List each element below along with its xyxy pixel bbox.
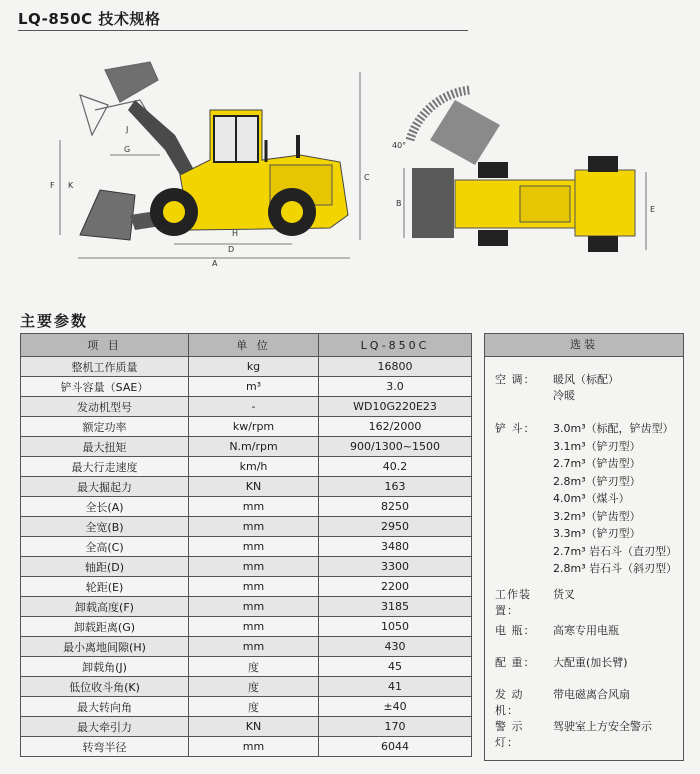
header-unit: 单 位 xyxy=(189,334,319,357)
spec-table-body xyxy=(21,357,472,757)
spec-value: 6044 xyxy=(319,737,472,757)
title-divider xyxy=(18,30,468,31)
spec-unit: 度 xyxy=(189,697,319,717)
spec-value: 16800 xyxy=(319,357,472,377)
spec-item: 额定功率 xyxy=(21,417,189,437)
option-battery-value: 高寒专用电瓶 xyxy=(553,624,619,637)
dim-label-c: C xyxy=(364,173,370,182)
option-bucket-value: 4.0m³（煤斗） xyxy=(553,492,630,505)
spec-value: 3185 xyxy=(319,597,472,617)
option-bucket-value: 2.7m³ 岩石斗（直刃型） xyxy=(553,544,678,558)
option-ac xyxy=(495,371,551,387)
spec-table xyxy=(20,333,472,757)
spec-item: 卸载高度(F) xyxy=(21,597,189,617)
spec-item: 最大行走速度 xyxy=(21,457,189,477)
spec-row xyxy=(21,697,472,717)
spec-unit: mm xyxy=(189,497,319,517)
dim-label-a: A xyxy=(212,259,218,268)
spec-item: 最大牵引力 xyxy=(21,717,189,737)
option-ac-value-2: 冷暖 xyxy=(553,389,575,402)
spec-row xyxy=(21,537,472,557)
spec-item: 最小离地间隙(H) xyxy=(21,637,189,657)
spec-header-row xyxy=(21,334,472,357)
spec-value: 41 xyxy=(319,677,472,697)
option-warning-value: 驾驶室上方安全警示 xyxy=(553,720,652,733)
spec-unit: 度 xyxy=(189,657,319,677)
option-battery-label: 电 瓶： xyxy=(495,624,536,637)
spec-item: 发动机型号 xyxy=(21,397,189,417)
spec-value: 170 xyxy=(319,717,472,737)
spec-row xyxy=(21,477,472,497)
spec-item: 卸载角(J) xyxy=(21,657,189,677)
option-bucket-value: 3.2m³（铲齿型） xyxy=(553,509,641,523)
spec-value: 3480 xyxy=(319,537,472,557)
spec-item: 全宽(B) xyxy=(21,517,189,537)
angle-label: 40° xyxy=(392,141,407,150)
dim-label-j: J xyxy=(126,125,129,134)
spec-unit: KN xyxy=(189,477,319,497)
spec-unit: kg xyxy=(189,357,319,377)
spec-value: 1050 xyxy=(319,617,472,637)
spec-value: WD10G220E23 xyxy=(319,397,472,417)
option-engine-value: 带电磁离合风扇 xyxy=(553,688,630,701)
spec-row xyxy=(21,437,472,457)
option-counterweight-label: 配 重： xyxy=(495,656,536,669)
spec-row xyxy=(21,397,472,417)
spec-row xyxy=(21,357,472,377)
option-warning xyxy=(495,718,551,750)
spec-item: 最大掘起力 xyxy=(21,477,189,497)
spec-value: 45 xyxy=(319,657,472,677)
option-warning-label: 警 示 灯： xyxy=(495,720,524,749)
option-bucket-value: 3.0m³（标配，铲齿型） xyxy=(553,422,674,435)
spec-row xyxy=(21,717,472,737)
option-counterweight-value: 大配重(加长臂) xyxy=(553,656,628,669)
page-title: LQ-850C 技术规格 xyxy=(18,10,161,28)
option-device-value: 货叉 xyxy=(553,588,575,601)
spec-item: 整机工作质量 xyxy=(21,357,189,377)
option-bucket xyxy=(495,420,551,436)
dim-label-f: F xyxy=(50,181,55,190)
spec-value: 163 xyxy=(319,477,472,497)
spec-item: 低位收斗角(K) xyxy=(21,677,189,697)
dim-label-k: K xyxy=(68,181,74,190)
spec-row xyxy=(21,557,472,577)
option-bucket-value: 2.8m³ 岩石斗（斜刃型） xyxy=(553,562,678,575)
option-device xyxy=(495,586,551,618)
spec-item: 轮距(E) xyxy=(21,577,189,597)
spec-unit: N.m/rpm xyxy=(189,437,319,457)
header-item: 项 目 xyxy=(21,334,189,357)
option-engine xyxy=(495,686,551,718)
header-model: LQ-850C xyxy=(319,334,472,357)
option-engine-label: 发 动 机： xyxy=(495,688,524,717)
dim-label-d: D xyxy=(228,245,235,254)
dim-label-h: H xyxy=(232,229,239,238)
spec-row xyxy=(21,637,472,657)
spec-row xyxy=(21,517,472,537)
spec-unit: mm xyxy=(189,597,319,617)
section-title-main-params: 主要参数 xyxy=(20,312,89,330)
spec-value: ±40 xyxy=(319,697,472,717)
spec-row xyxy=(21,577,472,597)
option-bucket-value: 3.1m³（铲刃型） xyxy=(553,439,641,453)
spec-value: 3.0 xyxy=(319,377,472,397)
spec-unit: mm xyxy=(189,537,319,557)
spec-value: 2950 xyxy=(319,517,472,537)
spec-item: 转弯半径 xyxy=(21,737,189,757)
spec-row xyxy=(21,457,472,477)
spec-unit: m³ xyxy=(189,377,319,397)
option-ac-value-1: 暖风（标配） xyxy=(553,373,619,386)
spec-row xyxy=(21,417,472,437)
spec-item: 卸载距离(G) xyxy=(21,617,189,637)
spec-unit: mm xyxy=(189,577,319,597)
loader-top-view xyxy=(392,90,655,252)
spec-row xyxy=(21,597,472,617)
option-bucket-value: 2.8m³（铲刃型） xyxy=(553,474,641,488)
option-battery xyxy=(495,622,551,638)
spec-row xyxy=(21,377,472,397)
spec-item: 全长(A) xyxy=(21,497,189,517)
loader-drawings xyxy=(0,40,700,310)
spec-row xyxy=(21,497,472,517)
spec-row xyxy=(21,617,472,637)
option-bucket-value: 2.7m³（铲齿型） xyxy=(553,457,641,470)
spec-row xyxy=(21,737,472,757)
spec-value: 430 xyxy=(319,637,472,657)
spec-value: 2200 xyxy=(319,577,472,597)
spec-row xyxy=(21,657,472,677)
option-ac-label: 空 调： xyxy=(495,373,536,386)
spec-value: 162/2000 xyxy=(319,417,472,437)
spec-item: 最大转向角 xyxy=(21,697,189,717)
spec-value: 3300 xyxy=(319,557,472,577)
spec-item: 铲斗容量（SAE） xyxy=(21,377,189,397)
spec-unit: km/h xyxy=(189,457,319,477)
spec-item: 全高(C) xyxy=(21,537,189,557)
option-device-label: 工作装置： xyxy=(495,588,531,617)
dim-label-e: E xyxy=(650,205,656,214)
spec-value: 8250 xyxy=(319,497,472,517)
spec-unit: KN xyxy=(189,717,319,737)
spec-unit: mm xyxy=(189,517,319,537)
options-panel xyxy=(484,333,684,761)
spec-unit: mm xyxy=(189,737,319,757)
option-bucket-value: 3.3m³（铲刃型） xyxy=(553,527,641,540)
spec-item: 最大扭矩 xyxy=(21,437,189,457)
spec-unit: kw/rpm xyxy=(189,417,319,437)
spec-unit: mm xyxy=(189,557,319,577)
option-bucket-label: 铲 斗： xyxy=(495,422,536,435)
spec-value: 40.2 xyxy=(319,457,472,477)
dim-label-b: B xyxy=(396,199,402,208)
spec-row xyxy=(21,677,472,697)
options-header: 选装 xyxy=(485,334,683,357)
spec-item: 轴距(D) xyxy=(21,557,189,577)
spec-unit: mm xyxy=(189,637,319,657)
spec-unit: 度 xyxy=(189,677,319,697)
spec-value: 900/1300~1500 xyxy=(319,437,472,457)
option-counterweight xyxy=(495,654,551,670)
spec-unit: mm xyxy=(189,617,319,637)
spec-unit: - xyxy=(189,397,319,417)
loader-side-view xyxy=(50,62,370,268)
dim-label-g: G xyxy=(124,145,131,154)
